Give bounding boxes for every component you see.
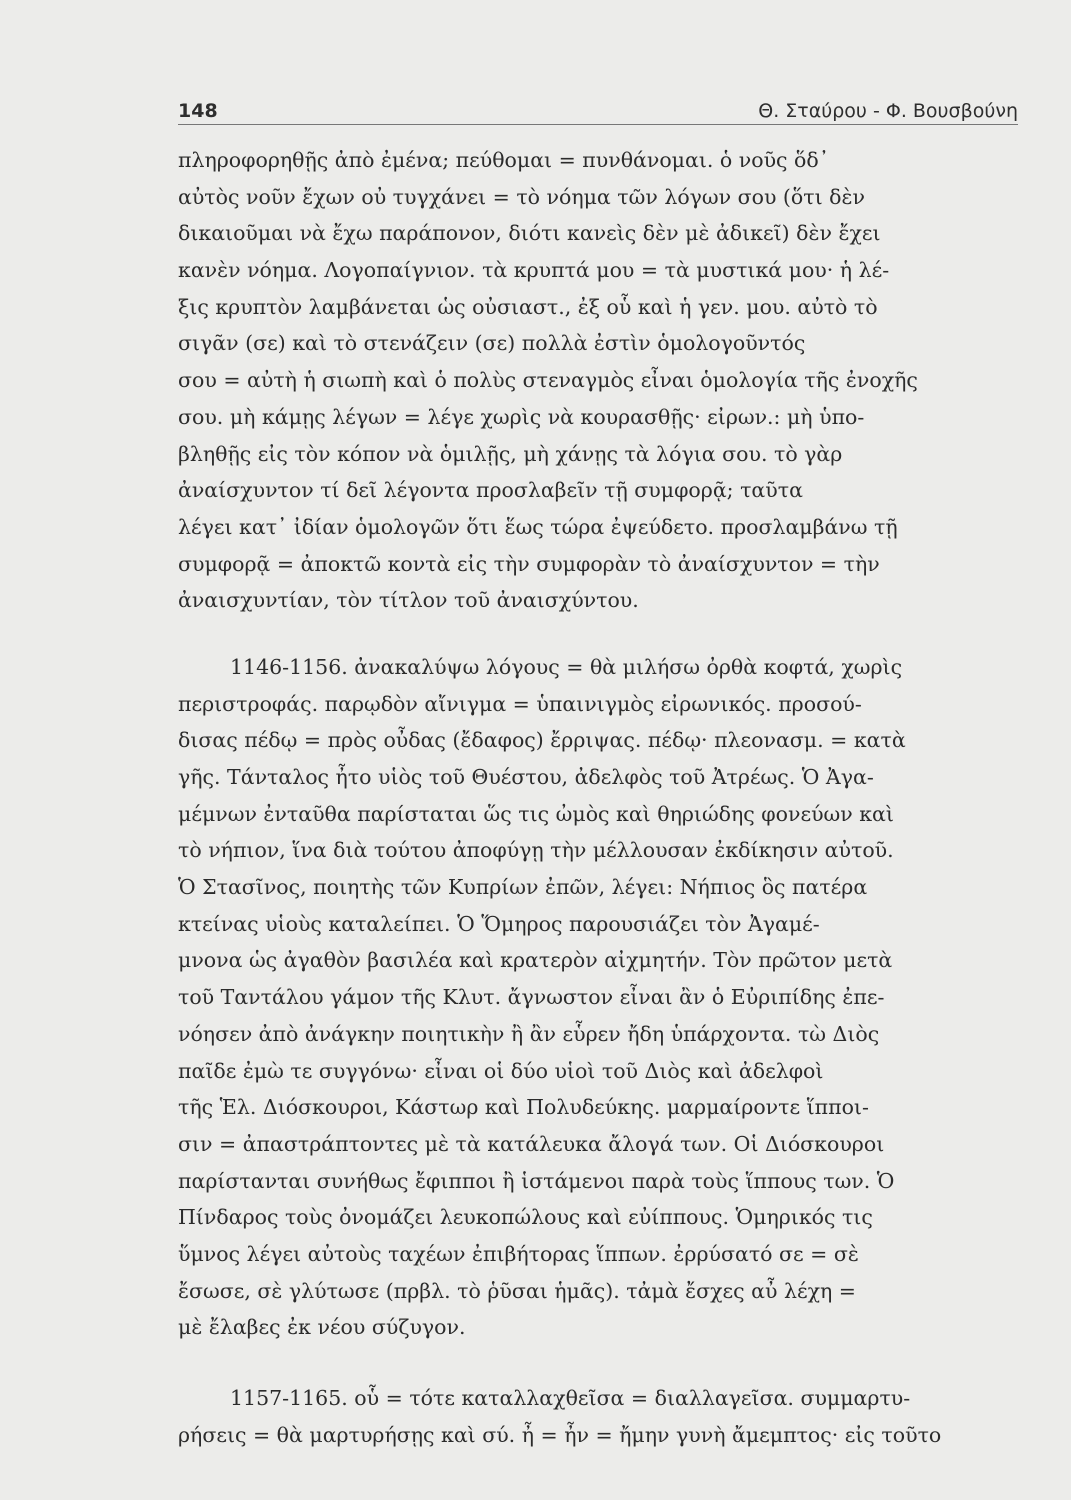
text-line: ρήσεις = θὰ μαρτυρήσῃς καὶ σύ. ἦ = ἦν = ἤμην γυνὴ ἄμεμπτος· εἰς τοῦτο bbox=[178, 1422, 942, 1447]
text-line: ἀναισχυντίαν, τὸν τίτλον τοῦ ἀναισχύντου. bbox=[178, 588, 639, 613]
text-line: ἀναίσχυντον τί δεῖ λέγοντα προσλαβεῖν τῇ συμφορᾷ; ταῦτα bbox=[178, 478, 803, 503]
text-line: αὐτὸς νοῦν ἔχων οὐ τυγχάνει = τὸ νόημα τῶν λόγων σου (ὅτι δὲν bbox=[178, 184, 865, 209]
text-line: γῆς. Τάνταλος ἦτο υἱὸς τοῦ Θυέστου, ἀδελφὸς τοῦ Ἀτρέως. Ὁ Ἀγα- bbox=[178, 765, 874, 789]
text-line: τῆς Ἑλ. Διόσκουροι, Κάστωρ καὶ Πολυδεύκης. μαρμαίροντε ἵπποι- bbox=[178, 1095, 869, 1120]
text-line: μὲ ἔλαβες ἐκ νέου σύζυγον. bbox=[178, 1315, 466, 1340]
text-line: μνονα ὡς ἀγαθὸν βασιλέα καὶ κρατερὸν αἰχμητήν. Τὸν πρῶτον μετὰ bbox=[178, 948, 893, 973]
text-line: ὕμνος λέγει αὐτοὺς ταχέων ἐπιβήτορας ἵππων. ἐρρύσατό σε = σὲ bbox=[178, 1241, 859, 1266]
text-line: μέμνων ἐνταῦθα παρίσταται ὥς τις ὠμὸς καὶ θηριώδης φονεύων καὶ bbox=[178, 801, 894, 826]
text-line: ξις κρυπτὸν λαμβάνεται ὡς οὐσιαστ., ἐξ οὗ καὶ ἡ γεν. μου. αὐτὸ τὸ bbox=[178, 294, 878, 319]
paragraph-1 bbox=[178, 142, 1018, 619]
page-number: 148 bbox=[178, 100, 218, 122]
text-line: δικαιοῦμαι νὰ ἔχω παράπονον, διότι κανεὶς δὲν μὲ ἀδικεῖ) δὲν ἔχει bbox=[178, 221, 881, 246]
text-line: Ὁ Στασῖνος, ποιητὴς τῶν Κυπρίων ἐπῶν, λέγει: Νήπιος ὃς πατέρα bbox=[178, 875, 868, 900]
text-line: 1157-1165. οὗ = τότε καταλλαχθεῖσα = διαλλαγεῖσα. συμμαρτυ- bbox=[230, 1386, 911, 1410]
text-line: σου. μὴ κάμῃς λέγων = λέγε χωρὶς νὰ κουρασθῇς· εἰρων.: μὴ ὑπο- bbox=[178, 404, 865, 429]
text-line: σου = αὐτὴ ἡ σιωπὴ καὶ ὁ πολὺς στεναγμὸς εἶναι ὁμολογία τῆς ἐνοχῆς bbox=[178, 368, 918, 393]
text-line: τὸ νήπιον, ἵνα διὰ τούτου ἀποφύγῃ τὴν μέλλουσαν ἐκδίκησιν αὐτοῦ. bbox=[178, 838, 894, 863]
running-head: Θ. Σταύρου - Φ. Βουσβούνη bbox=[758, 100, 1018, 122]
text-line: λέγει κατ᾽ ἰδίαν ὁμολογῶν ὅτι ἕως τώρα ἐψεύδετο. προσλαμβάνω τῇ bbox=[178, 514, 898, 539]
text-line: δισας πέδῳ = πρὸς οὖδας (ἔδαφος) ἔρριψας. πέδῳ· πλεονασμ. = κατὰ bbox=[178, 728, 906, 753]
text-line: 1146-1156. ἀνακαλύψω λόγους = θὰ μιλήσω ὀρθὰ κοφτά, χωρὶς bbox=[230, 654, 903, 679]
text-line: ἔσωσε, σὲ γλύτωσε (πρβλ. τὸ ῥῦσαι ἡμᾶς). τἀμὰ ἔσχες αὖ λέχη = bbox=[178, 1278, 856, 1303]
body-text bbox=[178, 142, 1018, 1453]
paragraph-2 bbox=[178, 649, 1018, 1346]
text-line: κτείνας υἱοὺς καταλείπει. Ὁ Ὅμηρος παρουσιάζει τὸν Ἀγαμέ- bbox=[178, 911, 820, 936]
text-line: νόησεν ἀπὸ ἀνάγκην ποιητικὴν ἢ ἂν εὗρεν ἤδη ὑπάρχοντα. τὼ Διὸς bbox=[178, 1021, 880, 1046]
text-line: συμφορᾷ = ἀποκτῶ κοντὰ εἰς τὴν συμφορὰν τὸ ἀναίσχυντον = τὴν bbox=[178, 551, 880, 576]
text-line: πληροφορηθῇς ἀπὸ ἐμένα; πεύθομαι = πυνθάνομαι. ὁ νοῦς ὅδ᾽ bbox=[178, 148, 829, 172]
text-line: βληθῇς εἰς τὸν κόπον νὰ ὁμιλῇς, μὴ χάνῃς τὰ λόγια σου. τὸ γὰρ bbox=[178, 441, 843, 466]
text-line: τοῦ Ταντάλου γάμον τῆς Κλυτ. ἄγνωστον εἶναι ἂν ὁ Εὐριπίδης ἐπε- bbox=[178, 985, 885, 1010]
paragraph-3 bbox=[178, 1380, 1018, 1453]
text-line: κανὲν νόημα. Λογοπαίγνιον. τὰ κρυπτά μου = τὰ μυστικά μου· ἡ λέ- bbox=[178, 258, 890, 283]
paragraph-gap bbox=[178, 1346, 1018, 1380]
text-line: παρίστανται συνήθως ἔφιπποι ἢ ἱστάμενοι παρὰ τοὺς ἵππους των. Ὁ bbox=[178, 1168, 895, 1193]
text-line: Πίνδαρος τοὺς ὀνομάζει λευκοπώλους καὶ εὐίππους. Ὁμηρικός τις bbox=[178, 1205, 873, 1230]
text-line: σιν = ἀπαστράπτοντες μὲ τὰ κατάλευκα ἄλογά των. Οἱ Διόσκουροι bbox=[178, 1131, 885, 1156]
page-header bbox=[178, 96, 1018, 126]
header-rule bbox=[178, 124, 1018, 125]
text-line: παῖδε ἐμὼ τε συγγόνω· εἶναι οἱ δύο υἱοὶ τοῦ Διὸς καὶ ἀδελφοὶ bbox=[178, 1058, 824, 1083]
text-line: περιστροφάς. παρῳδὸν αἴνιγμα = ὑπαινιγμὸς εἰρωνικός. προσού- bbox=[178, 691, 862, 716]
paragraph-gap bbox=[178, 619, 1018, 649]
text-line: σιγᾶν (σε) καὶ τὸ στενάζειν (σε) πολλὰ ἐστὶν ὁμολογοῦντός bbox=[178, 331, 806, 356]
